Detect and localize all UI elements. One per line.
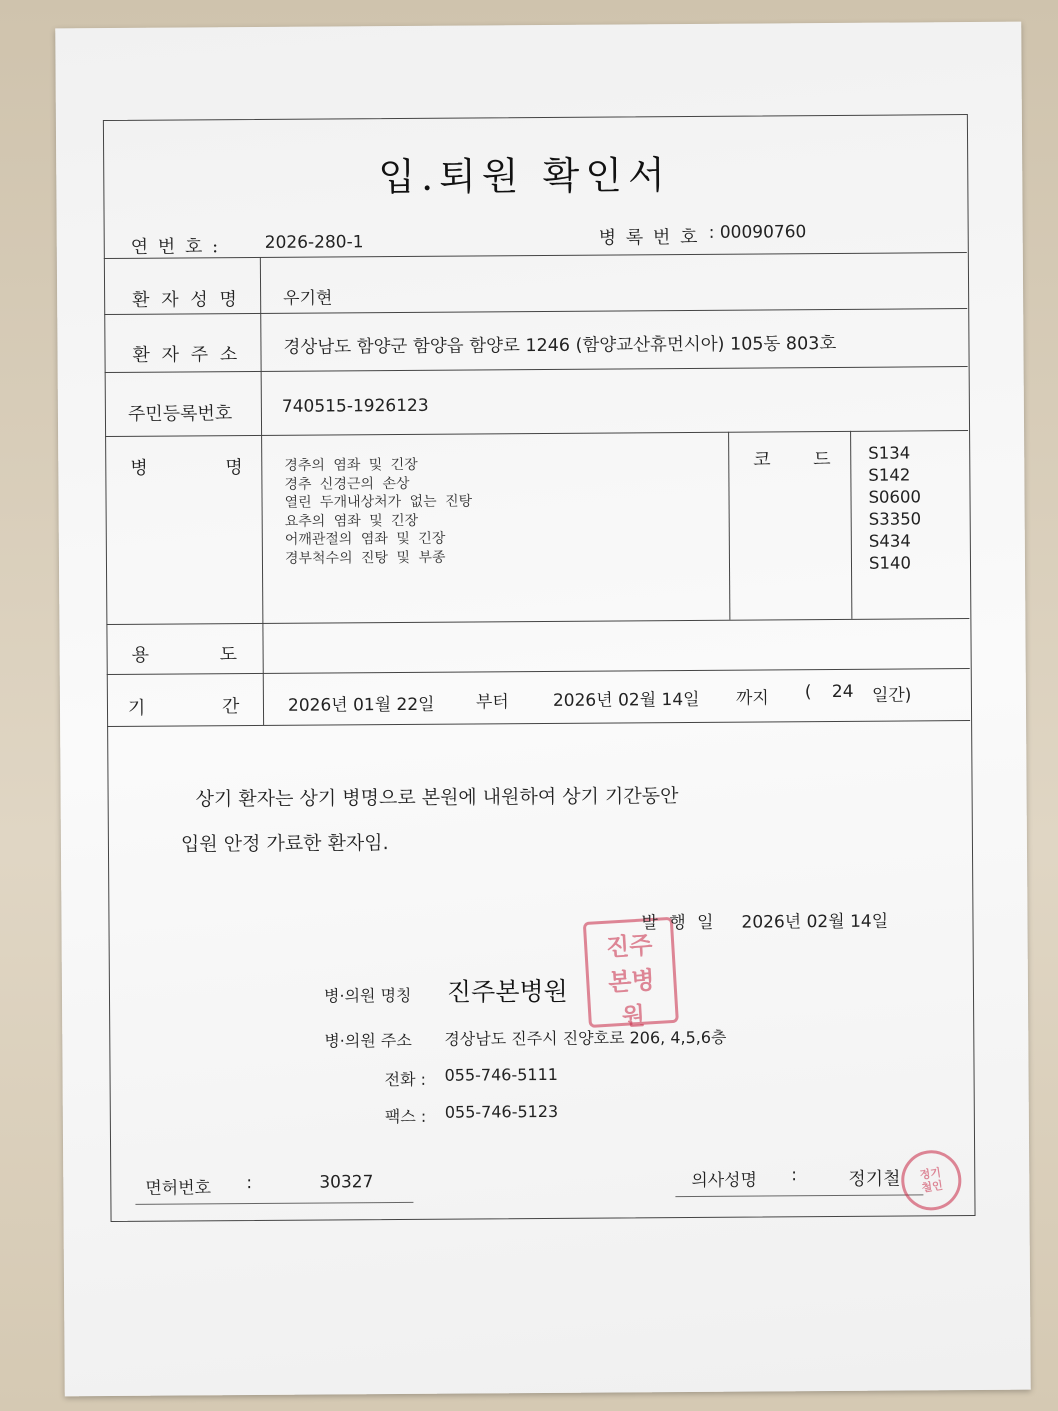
diagnosis-label-right: 명 xyxy=(225,457,243,479)
period-from-date: 2026년 01월 22일 xyxy=(287,694,435,716)
issue-date-value: 2026년 02월 14일 xyxy=(741,911,889,933)
doctor-label: 의사성명 xyxy=(691,1170,758,1191)
diagnosis-item: 어깨관절의 염좌 및 긴장 xyxy=(284,530,446,548)
diagnosis-item: 경추 신경근의 손상 xyxy=(284,475,410,493)
doctor-seal-text: 정기철인 xyxy=(918,1165,944,1195)
issue-date-label: 발 행 일 xyxy=(641,912,717,934)
patient-name-value: 우기현 xyxy=(283,288,333,309)
diagnosis-item: 요추의 염좌 및 긴장 xyxy=(284,512,419,530)
fax-label: 팩스 : xyxy=(384,1106,427,1127)
certificate-paper xyxy=(55,22,1031,1397)
hospital-address-label: 병·의원 주소 xyxy=(324,1030,412,1051)
code-item: S434 xyxy=(868,531,911,551)
code-label-left: 코 xyxy=(753,449,771,471)
period-to-date: 2026년 02월 14일 xyxy=(552,689,700,711)
code-item: S142 xyxy=(868,465,911,485)
record-number-label: 병 록 번 호 xyxy=(598,226,700,249)
record-number-value: : 00090760 xyxy=(708,222,807,243)
code-item: S140 xyxy=(868,553,912,573)
period-days-close: 일간) xyxy=(871,685,912,706)
code-item: S3350 xyxy=(868,509,922,529)
license-colon: : xyxy=(246,1173,253,1194)
diagnosis-list xyxy=(284,455,472,567)
period-days-value: 24 xyxy=(831,681,854,702)
hospital-seal xyxy=(583,917,679,1031)
serial-number-label: 연 번 호 : xyxy=(130,236,221,258)
period-label-left: 기 xyxy=(127,697,146,719)
code-item: S0600 xyxy=(868,487,922,507)
hospital-seal-line: 본병 xyxy=(607,965,656,997)
purpose-label-left: 용 xyxy=(131,644,150,666)
period-to-suffix: 까지 xyxy=(735,688,769,709)
hospital-address-value: 경상남도 진주시 진양호로 206, 4,5,6층 xyxy=(444,1027,727,1049)
doctor-colon: : xyxy=(791,1165,798,1186)
purpose-label-right: 도 xyxy=(219,644,238,666)
statement-line-2: 입원 안정 가료한 환자임. xyxy=(180,832,389,856)
serial-number-value: 2026-280-1 xyxy=(264,232,364,253)
code-list xyxy=(868,442,921,574)
period-from-suffix: 부터 xyxy=(475,692,509,713)
hospital-name-value: 진주본병원 xyxy=(446,976,568,1007)
diagnosis-item: 열린 두개내상처가 없는 진탕 xyxy=(284,493,473,511)
diagnosis-item: 경부척수의 진탕 및 부종 xyxy=(284,549,446,567)
document-title: 입.퇴원 확인서 xyxy=(378,153,671,200)
resident-id-value: 740515-1926123 xyxy=(281,395,429,417)
patient-address-label: 환 자 주 소 xyxy=(132,344,241,366)
patient-address-value: 경상남도 함양군 함양읍 함양로 1246 (함양교산휴먼시아) 105동 803호 xyxy=(283,333,837,358)
period-label-right: 간 xyxy=(221,696,240,718)
hospital-seal-line: 진주 xyxy=(605,930,654,962)
phone-value: 055-746-5111 xyxy=(444,1064,558,1085)
hospital-name-label: 병·의원 명칭 xyxy=(323,985,412,1006)
diagnosis-label-left: 병 xyxy=(130,457,148,479)
patient-name-label: 환 자 성 명 xyxy=(132,289,240,311)
license-label: 면허번호 xyxy=(145,1178,212,1199)
code-label-right: 드 xyxy=(813,448,831,471)
diagnosis-item: 경추의 염좌 및 긴장 xyxy=(284,456,418,474)
license-number: 30327 xyxy=(319,1172,374,1193)
fax-value: 055-746-5123 xyxy=(444,1101,559,1122)
code-item: S134 xyxy=(868,443,911,463)
statement-line-1: 상기 환자는 상기 병명으로 본원에 내원하여 상기 기간동안 xyxy=(195,785,679,811)
hospital-seal-line: 원 xyxy=(620,1000,646,1031)
resident-id-label: 주민등록번호 xyxy=(127,403,233,425)
doctor-name: 정기철 xyxy=(848,1168,901,1190)
phone-label: 전화 : xyxy=(384,1069,427,1090)
period-days-open: ( xyxy=(804,682,812,703)
